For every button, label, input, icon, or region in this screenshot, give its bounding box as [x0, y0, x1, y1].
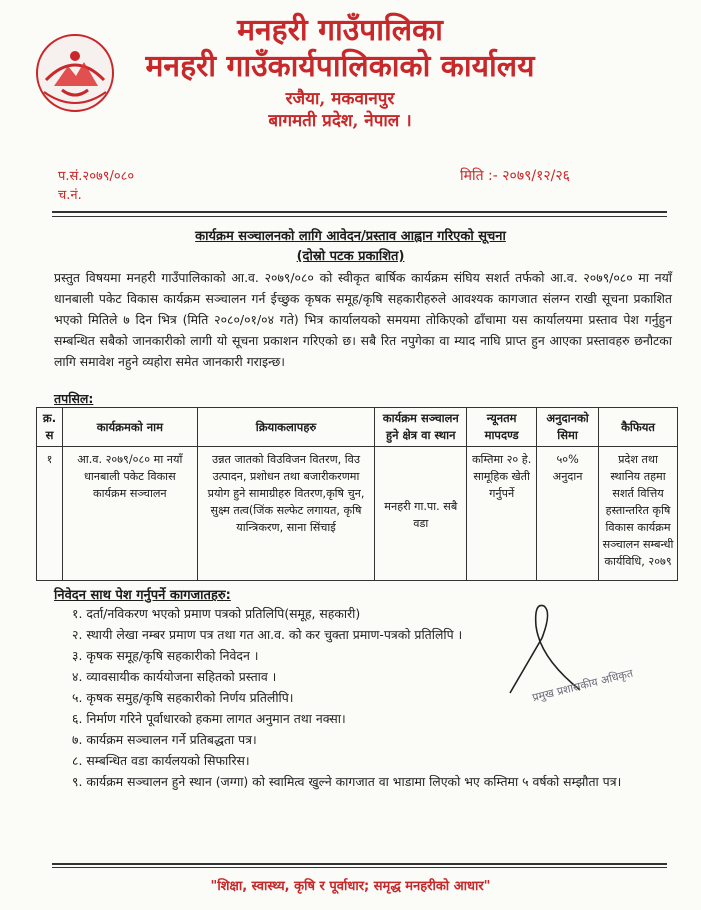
address-line: रजैया, मकवानपुर	[285, 89, 395, 109]
cell-criteria: कम्तिमा २० हे. सामूहिक खेती गर्नुपर्ने	[467, 447, 537, 581]
cell-location: मनहरी गा.पा. सबै वडा	[375, 447, 467, 581]
list-item: ४. व्यावसायीक कार्ययोजना सहितको प्रस्ताव ।	[72, 669, 277, 684]
table-header-row	[37, 408, 678, 447]
province-line: बागमती प्रदेश, नेपाल ।	[268, 111, 412, 131]
list-item: ६. निर्माण गरिने पूर्वाधारको हकमा लागत अनुमान तथा नक्सा।	[72, 711, 346, 726]
list-item: ३. कृषक समूह/कृषि सहकारीको निवेदन ।	[72, 648, 259, 663]
table-row	[37, 447, 678, 581]
municipality-name: मनहरी गाउँपालिका	[237, 13, 443, 48]
office-name: मनहरी गाउँकार्यपालिकाको कार्यालय	[145, 49, 535, 84]
details-label: तपसिल:	[54, 391, 94, 406]
col-activities: क्रियाकलापहरु	[197, 408, 375, 447]
dispatch-number: च.नं.	[58, 188, 82, 203]
issue-date: मिति :- २०७९/१२/२६	[460, 168, 570, 184]
list-item: २. स्थायी लेखा नम्बर प्रमाण पत्र तथा गत आ.व. को कर चुक्ता प्रमाण-पत्रको प्रतिलिपि ।	[72, 627, 463, 642]
col-criteria: न्यूनतम मापदण्ड	[467, 408, 537, 447]
list-item: ८. सम्बन्धित वडा कार्यलयको सिफारिस।	[72, 753, 250, 768]
list-item: ७. कार्यक्रम सञ्चालन गर्ने प्रतिबद्धता पत्र।	[72, 732, 257, 747]
program-table	[36, 407, 678, 581]
list-item: १. दर्ता/नविकरण भएको प्रमाण पत्रको प्रतिलिपि(समूह, सहकारी)	[72, 606, 361, 621]
divider-bottom	[52, 863, 667, 865]
col-location: कार्यक्रम सञ्चालन हुने क्षेत्र वा स्थान	[375, 408, 467, 447]
letter-number: प.सं.२०७९/०८०	[58, 169, 135, 184]
divider-top-thin	[52, 216, 667, 217]
col-grant-limit: अनुदानको सिमा	[537, 408, 599, 447]
cell-activities: उन्नत जातको विउविजन वितरण, विउ उत्पादन, प्रशोधन तथा बजारीकरणमा प्रयोग हुने सामाग्रीहरु वितरण,कृषि चुन, सुक्ष्म तत्व(जिंक सल्फेट लगायत, कृषि यान्त्रिकरण, साना सिंचाई	[197, 447, 375, 581]
cell-program-name: आ.व. २०७९/०८० मा नयाँ धानबाली पकेट विकास कार्यक्रम सञ्चालन	[62, 447, 197, 581]
cell-sn: १	[37, 447, 63, 581]
cell-grant-limit: ५०% अनुदान	[537, 447, 599, 581]
notice-body: प्रस्तुत विषयमा मनहरी गाउँपालिकाको आ.व. २०७९/०८० को स्वीकृत बार्षिक कार्यक्रम संघिय सशर्त तर्फको आ.व. २०७९/०८० मा नयाँ धानबाली पकेट विकास कार्यक्रम सञ्चालन गर्न ईच्छुक कृषक समूह/कृषि सहकारीहरुले आवश्यक कागजात संलग्न राखी सूचना प्रकाशित भएको मितिले ७ दिन भित्र (मिति २०८०/०१/०४ गते) भित्र कार्यालयको समयमा तोकिएको ढाँचामा यस कार्यालयमा प्रस्ताव पेश गर्नुहुन सम्बन्धित सबैको जानकारीको लागी यो सूचना प्रकाशन गरिएको छ। सबै रित नपुगेका वा म्याद नाघि प्राप्त हुन आएका प्रस्तावहरु छनौटका लागि समावेश नहुने व्यहोरा समेत जानकारी गराइन्छ।	[54, 270, 672, 369]
list-item: ५. कृषक समुह/कृषि सहकारीको निर्णय प्रतिलीपि।	[72, 690, 294, 705]
official-seal	[503, 632, 673, 712]
seal-text: प्रमुख प्रशासकीय अधिकृत	[530, 666, 635, 705]
list-item: ९. कार्यक्रम सञ्चालन हुने स्थान (जग्गा) को स्वामित्व खुल्ने कागजात वा भाडामा लिएको भए कम्तिमा ५ वर्षको सम्झौता पत्र।	[72, 774, 622, 789]
notice-title: कार्यक्रम सञ्चालनको लागि आवेदन/प्रस्ताव आह्वान गरिएको सूचना	[195, 229, 506, 244]
col-program-name: कार्यक्रमको नाम	[62, 408, 197, 447]
footer-slogan: "शिक्षा, स्वास्थ्य, कृषि र पूर्वाधार; समृद्ध मनहरीको आधार"	[210, 879, 491, 894]
cell-remarks: प्रदेश तथा स्थानिय तहमा सशर्त वित्तिय हस्तान्तरित कृषि विकास कार्यक्रम सञ्चालन सम्बन्धी कार्यविधि, २०७९	[599, 447, 678, 581]
notice-subtitle: (दोस्रो पटक प्रकाशित)	[296, 249, 405, 264]
col-sn: क्र. स	[37, 408, 63, 447]
divider-top	[52, 211, 667, 213]
col-remarks: कैफियत	[599, 408, 678, 447]
documents-title: निवेदन साथ पेश गर्नुपर्ने कागजातहरु:	[54, 588, 231, 603]
divider-bottom-thin	[52, 867, 667, 868]
